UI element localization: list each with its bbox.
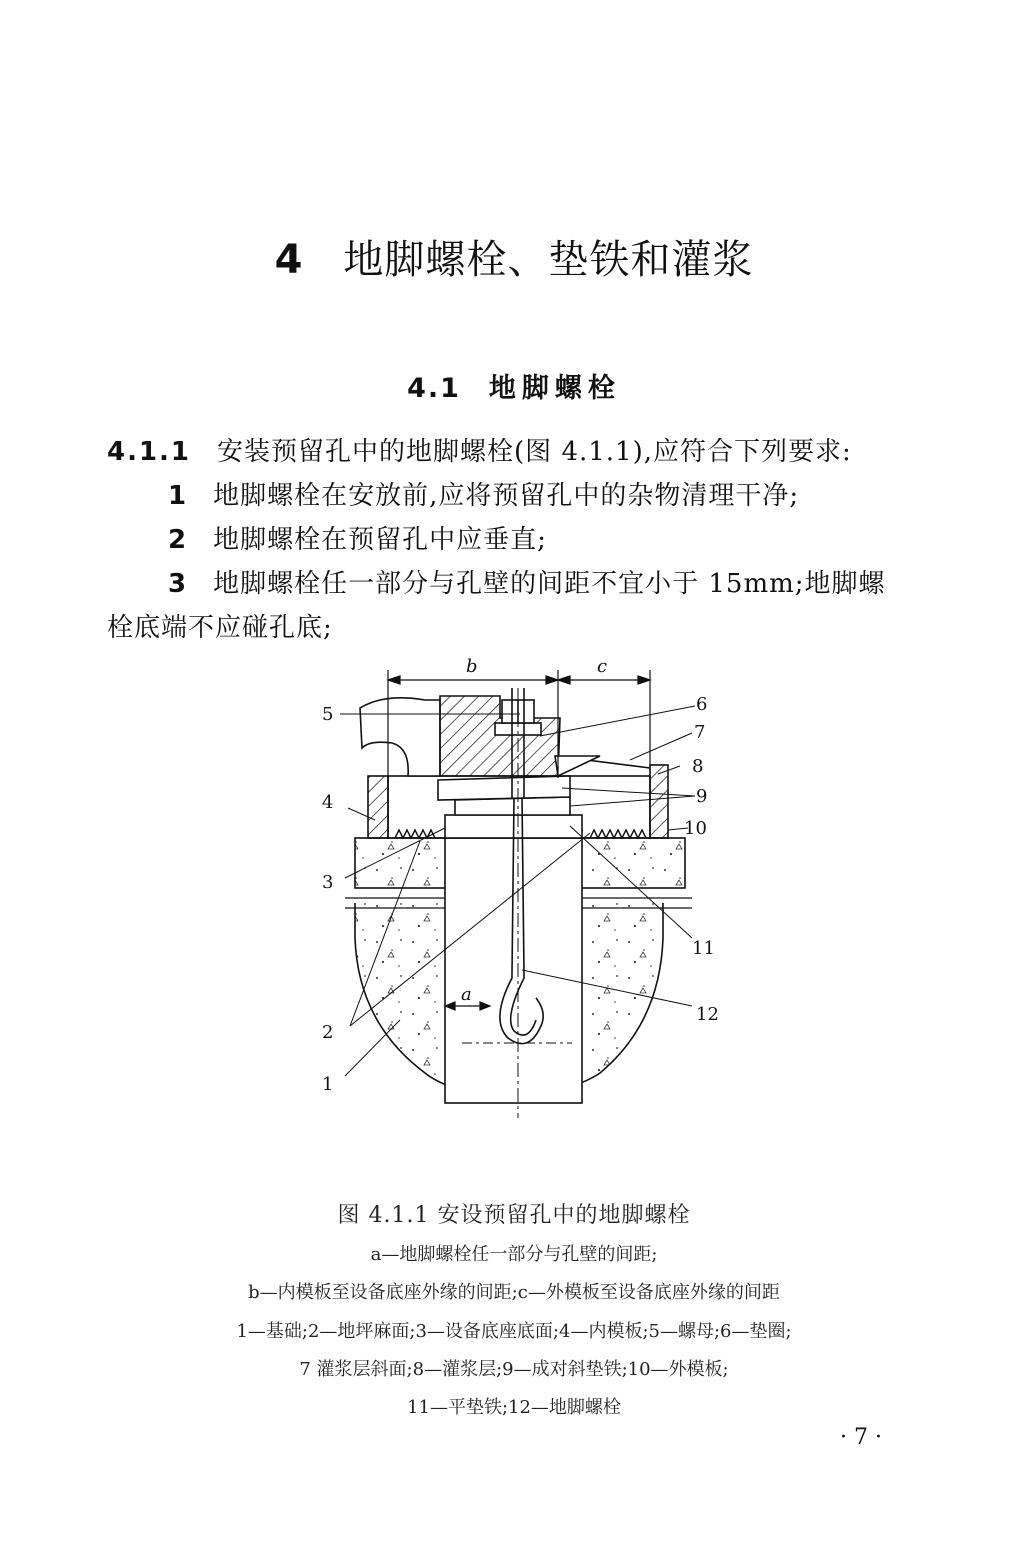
label-4: 4 [322,792,334,813]
inner-formwork [368,776,388,838]
item-number: 3 [168,569,188,599]
label-1: 1 [322,1074,334,1095]
chapter-title [0,228,1028,285]
label-7: 7 [694,722,706,743]
label-9: 9 [696,786,708,807]
figure-note: a—地脚螺栓任一部分与孔壁的间距; [370,1244,658,1265]
label-3: 3 [322,872,334,893]
clause-number: 4.1.1 [107,437,192,467]
clause-paragraph [107,430,927,474]
list-item-continuation: 栓底端不应碰孔底; [107,613,333,643]
list-item [168,474,988,518]
label-10: 10 [684,818,707,839]
label-2: 2 [322,1022,334,1043]
item-text: 地脚螺栓在安放前,应将预留孔中的杂物清理干净; [213,481,800,511]
label-8: 8 [692,756,704,777]
list-item [168,518,988,562]
label-b: b [466,656,478,677]
figure-note: 1—基础;2—地坪麻面;3—设备底座底面;4—内模板;5—螺母;6—垫圈; [236,1321,792,1342]
item-text: 地脚螺栓在预留孔中应垂直; [213,525,547,555]
figure-caption: 图 4.1.1 安设预留孔中的地脚螺栓 [337,1203,691,1228]
list-item [168,562,988,606]
chapter-title-text: 地脚螺栓、垫铁和灌浆 [343,237,754,283]
item-text: 地脚螺栓任一部分与孔壁的间距不宜小于 15mm;地脚螺 [213,569,886,599]
label-11: 11 [692,938,715,959]
chapter-number: 4 [274,237,304,283]
clause-text: 安装预留孔中的地脚螺栓(图 4.1.1),应符合下列要求: [217,437,852,467]
label-c: c [597,656,608,677]
section-number: 4.1 [407,373,461,404]
anchor-bolt-figure [300,648,720,1183]
figure-note: b—内模板至设备底座外缘的间距;c—外模板至设备底座外缘的间距 [248,1282,780,1303]
section-title [0,366,1028,405]
label-5: 5 [322,704,334,725]
label-a: a [461,984,472,1005]
label-12: 12 [696,1004,719,1025]
figure-note: 7 灌浆层斜面;8—灌浆层;9—成对斜垫铁;10—外模板; [299,1359,729,1380]
shims [438,776,582,838]
equipment-base [360,696,600,776]
label-6: 6 [696,694,708,715]
figure-note: 11—平垫铁;12—地脚螺栓 [407,1397,621,1418]
item-number: 2 [168,525,188,555]
section-title-text: 地脚螺栓 [488,373,621,404]
page-number: · 7 · [840,1425,882,1450]
outer-formwork [650,765,668,838]
item-number: 1 [168,481,188,511]
